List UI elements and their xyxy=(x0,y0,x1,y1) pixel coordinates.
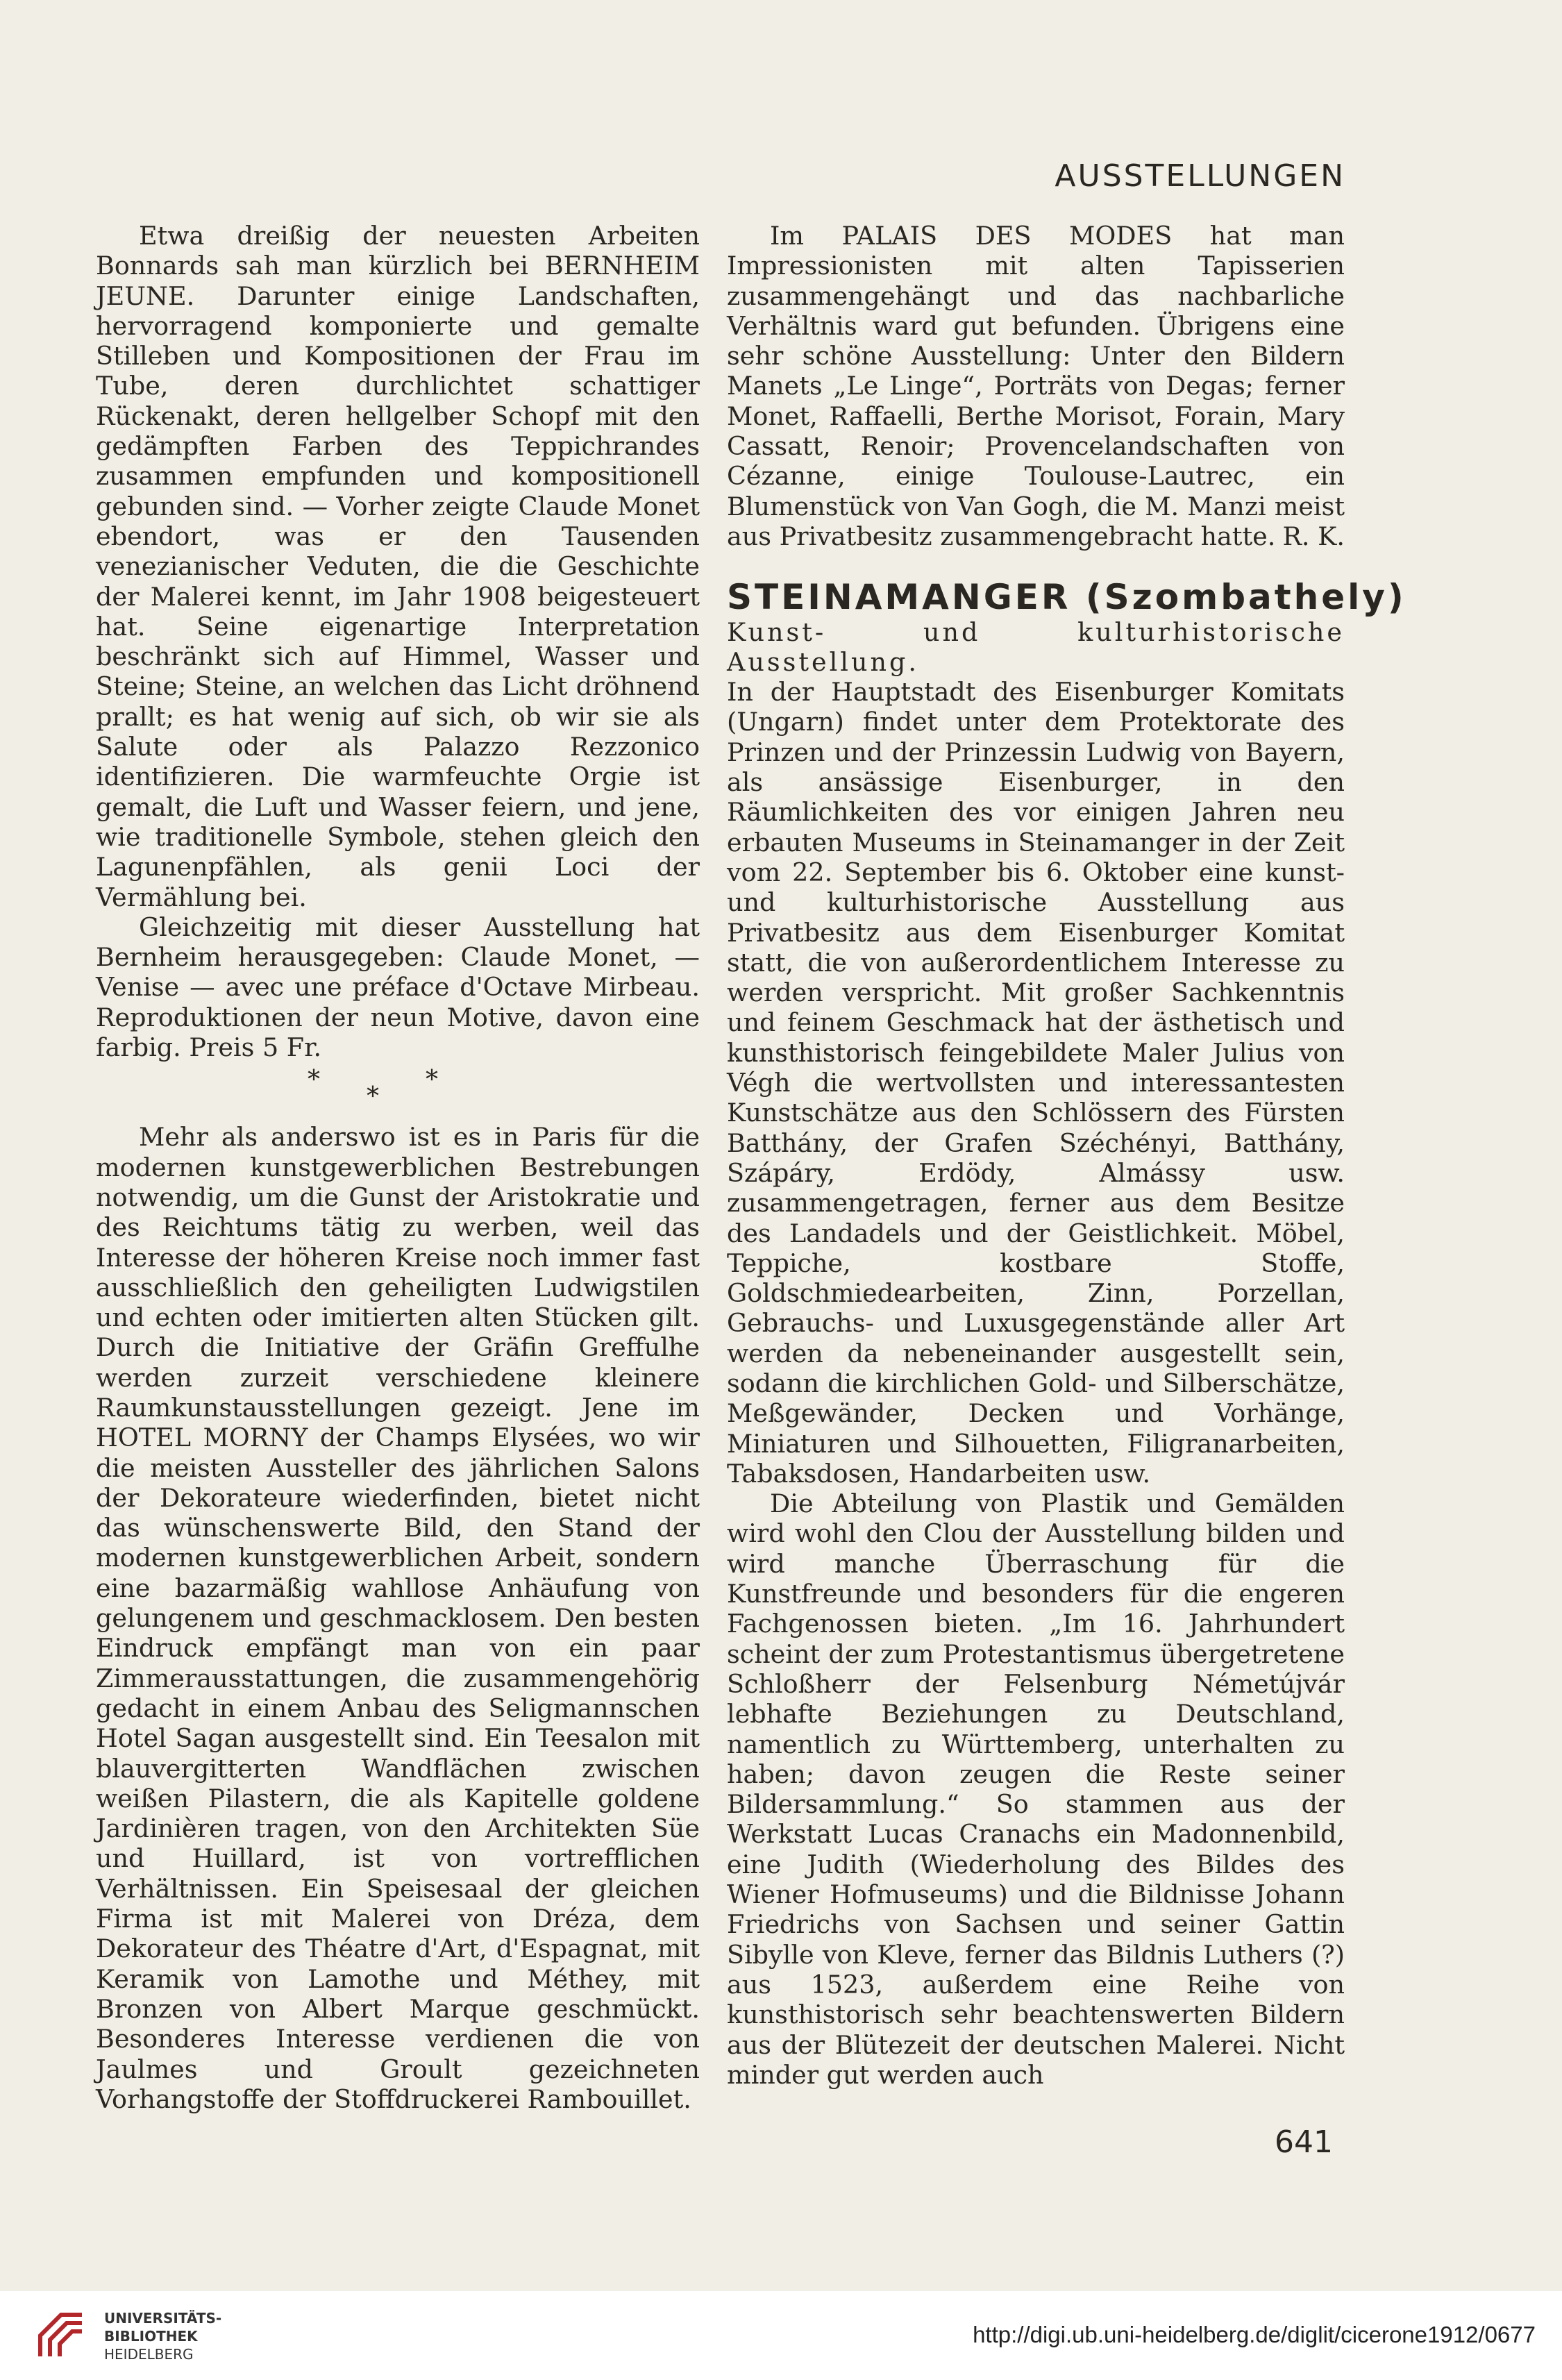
paragraph-kunstgewerbe: Mehr als anderswo ist es in Paris für die modernen kunstgewerblichen Bestrebungen notwendig, um die Gunst der Aristokratie und des Reichtums tätig zu werben, weil das Interesse der höheren Kreise noch immer fast ausschließlich den geheiligten Ludwigstilen und echten oder imitierten alten Stücken gilt. Durch die Initiative der Gräfin Greffulhe werden zurzeit verschiedene kleinere Raumkunstausstellungen gezeigt. Jene im HOTEL MORNY der Champs Elysées, wo wir die meisten Aussteller des jährlichen Salons der Dekorateure wiederfinden, bietet nicht das wünschenswerte Bild, den Stand der modernen kunstgewerblichen Arbeit, sondern eine bazarmäßig wahllose Anhäufung von gelungenem und geschmacklosem. Den besten Eindruck empfängt man von ein paar Zimmerausstattungen, die zusammengehörig gedacht in einem Anbau des Seligmannschen Hotel Sagan ausgestellt sind. Ein Teesalon mit blauvergitterten Wandflächen zwischen weißen Pilastern, die als Kapitelle goldene Jardinièren tragen, von den Architekten Süe und Huillard, ist von vortrefflichen Verhältnissen. Ein Speisesaal der gleichen Firma ist mit Malerei von Dréza, dem Dekorateur des Théatre d'Art, d'Espagnat, mit Keramik von Lamothe und Méthey, mit Bronzen von Albert Marque geschmückt. Besonderes Interesse verdienen die von Jaulmes und Groult gezeichneten Vorhangstoffe der Stoffdruckerei Rambouillet. xyxy=(96,1122,700,2114)
paragraph-monet-venise: Gleichzeitig mit dieser Ausstellung hat Bernheim herausgegeben: Claude Monet, — Venise — avec une préface d'Octave Mirbeau. Reproduktionen der neun Motive, davon eine farbig. Preis 5 Fr. xyxy=(96,912,700,1063)
separator-star: * xyxy=(367,1082,379,1112)
institution-line: BIBLIOTHEK xyxy=(104,2328,198,2345)
library-logo-icon xyxy=(36,2305,92,2361)
left-column xyxy=(96,221,700,2114)
paragraph-steinamanger-intro: In der Hauptstadt des Eisenburger Komitats (Ungarn) findet unter dem Protektorate des Prinzen und der Prinzessin Ludwig von Bayern, als ansässige Eisenburger, in den Räumlichkeiten des vor einigen Jahren neu erbauten Museums in Steinamanger in der Zeit vom 22. September bis 6. Oktober eine kunst- und kulturhistorische Ausstellung aus Privatbesitz aus dem Eisenburger Komitat statt, die von außerordentlichem Interesse zu werden verspricht. Mit großer Sachkenntnis und feinem Geschmack hat der ästhetisch und kunsthistorisch feingebildete Maler Julius von Végh die wertvollsten und interessantesten Kunstschätze aus den Schlössern des Fürsten Batthány, der Grafen Széchényi, Batthány, Szápáry, Erdödy, Almássy usw. zusammengetragen, ferner aus dem Besitze des Landadels und der Geistlichkeit. Möbel, Teppiche, kostbare Stoffe, Goldschmiedearbeiten, Zinn, Porzellan, Gebrauchs- und Luxusgegenstände aller Art werden da nebeneinander ausgestellt sein, sodann die kirchlichen Gold- und Silberschätze, Meßgewänder, Decken und Vorhänge, Miniaturen und Silhouetten, Filigranarbeiten, Tabaksdosen, Handarbeiten usw. xyxy=(727,677,1345,1489)
paragraph-bonnard-monet: Etwa dreißig der neuesten Arbeiten Bonnards sah man kürzlich bei BERNHEIM JEUNE. Darunter einige Landschaften, hervorragend komponierte und gemalte Stilleben und Kompositionen der Frau im Tube, deren durchlichtet schattiger Rückenakt, deren hellgelber Schopf mit den gedämpften Farben des Teppichrandes zusammen empfunden und kompositionell gebunden sind. — Vorher zeigte Claude Monet ebendort, was er den Tausenden venezianischer Veduten, die die Geschichte der Malerei kennt, im Jahr 1908 beigesteuert hat. Seine eigenartige Interpretation beschränkt sich auf Himmel, Wasser und Steine; Steine, an welchen das Licht dröhnend prallt; es hat wenig auf sich, ob wir sie als Salute oder als Palazzo Rezzonico identifizieren. Die warmfeuchte Orgie ist gemalt, die Luft und Wasser feiern, und jene, wie traditionelle Symbole, stehen gleich den Lagunenpfählen, als genii Loci der Vermählung bei. xyxy=(96,221,700,912)
section-title-steinamanger: STEINAMANGER (Szombathely) xyxy=(727,576,1406,617)
right-column xyxy=(727,221,1406,2090)
digitization-footer xyxy=(0,2291,1562,2380)
separator-star: * xyxy=(308,1066,320,1095)
institution-name xyxy=(104,2309,221,2363)
section-separator xyxy=(96,1062,700,1122)
institution-line: UNIVERSITÄTS- xyxy=(104,2310,222,2327)
page-number: 641 xyxy=(1275,2125,1333,2160)
author-signature: R. K. xyxy=(1282,521,1345,552)
source-url-link[interactable]: http://digi.ub.uni-heidelberg.de/diglit/cicerone1912/0677 xyxy=(973,2322,1536,2347)
separator-star: * xyxy=(426,1066,438,1095)
section-subtitle: Kunst- und kulturhistorische Ausstellung. xyxy=(727,617,1345,677)
institution-line: HEIDELBERG xyxy=(104,2346,194,2363)
paragraph-palais-des-modes: Im PALAIS DES MODES hat man Impressionisten mit alten Tapisserien zusammengehängt und das nachbarliche Verhältnis ward gut befunden. Übrigens eine sehr schöne Ausstellung: Unter den Bildern Manets „Le Linge“, Porträts von Degas; ferner Monet, Raffaelli, Berthe Morisot, Forain, Mary Cassatt, Renoir; Provencelandschaften von Cézanne, einige Toulouse-Lautrec, ein Blumenstück von Van Gogh, die M. Manzi meist aus Privatbesitz zusammengebracht hatte. xyxy=(727,221,1345,551)
paragraph-plastik-gemaelde: Die Abteilung von Plastik und Gemälden wird wohl den Clou der Ausstellung bilden und wird manche Überraschung für die Kunstfreunde und besonders für die engeren Fachgenossen bieten. „Im 16. Jahrhundert scheint der zum Protestantismus übergetretene Schloßherr der Felsenburg Németújvár lebhafte Beziehungen zu Deutschland, namentlich zu Württemberg, unterhalten zu haben; davon zeugen die Reste seiner Bildersammlung.“ So stammen aus der Werkstatt Lucas Cranachs ein Madonnenbild, eine Judith (Wiederholung des Bildes des Wiener Hofmuseums) und die Bildnisse Johann Friedrichs von Sachsen und seiner Gattin Sibylle von Kleve, ferner das Bildnis Luthers (?) aus 1523, außerdem eine Reihe von kunsthistorisch sehr beachtenswerten Bildern aus der Blütezeit der deutschen Malerei. Nicht minder gut werden auch xyxy=(727,1489,1345,2090)
running-title: AUSSTELLUNGEN xyxy=(1055,158,1345,194)
